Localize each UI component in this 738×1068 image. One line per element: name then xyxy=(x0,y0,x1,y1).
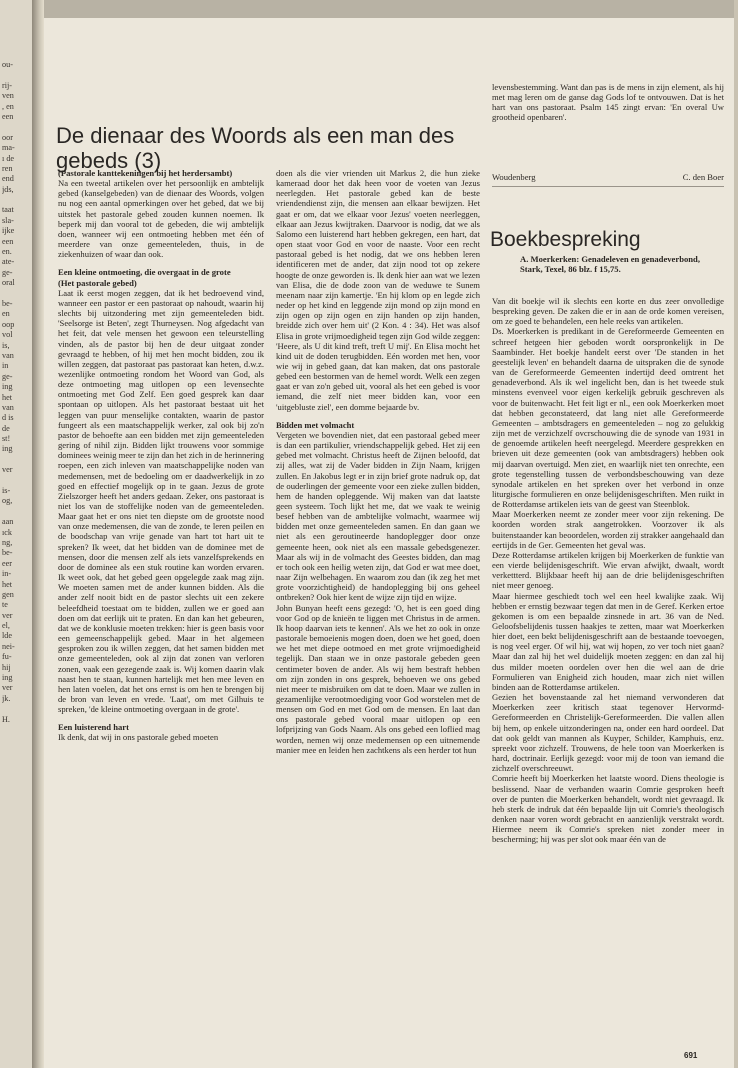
previous-page-fragment: het xyxy=(2,579,13,589)
previous-page-fragment: jk. xyxy=(2,693,11,703)
previous-page-fragment: ing xyxy=(2,382,13,392)
magazine-page xyxy=(44,18,736,1068)
article-conclusion: levensbestemming. Want dan pas is de mens in zijn element, als hij met mag leren om de ganse dag Gods lof te ontvouwen. Dat is het hart van ons pastoraat. Psalm 145 zingt ervan: 'En overal Uw grootheid openbaren'. xyxy=(492,82,724,123)
previous-page-fragment: vol xyxy=(2,330,13,340)
previous-page-fragment: ver xyxy=(2,465,13,475)
previous-page-fragment: is, xyxy=(2,340,10,350)
paragraph: Na een tweetal artikelen over het persoonlijk en ambtelijk gebed (kanselgebeden) van de dienaar des Woords, volgen nu nog een aantal opmerkingen over het gebed, dat we bij uitstek het pastorale gebed zouden kunnen noemen. Ik beperk mij dan vooral tot de gebeden, die wij ambtelijk doen, wanneer wij een ontmoeting hebben met één of meerdere van onze gemeenteleden, thuis, in de ziekenhuizen of waar dan ook. xyxy=(58,178,264,260)
previous-page-fragment: ge- xyxy=(2,371,13,381)
previous-page-fragment: een xyxy=(2,111,14,121)
previous-page-fragment xyxy=(2,122,32,132)
previous-page-fragment: gen xyxy=(2,589,14,599)
previous-page-fragment: in xyxy=(2,361,9,371)
previous-page-strip xyxy=(0,0,32,1068)
previous-page-fragment: ı de xyxy=(2,153,15,163)
previous-page-fragment: oral xyxy=(2,278,15,288)
previous-page-fragment: jds, xyxy=(2,184,14,194)
review-paragraph: Ds. Moerkerken is predikant in de Gereformeerde Gemeenten en schreef hetgeen hier geboden wordt oorspronkelijk in De Saambinder. Het boekje handelt eerst over 'De standen in het geestelijk leven' en behandelt daarna de uitspraken die de synode van de Gereformeerde Gemeenten indertijd deed omtrent het genadeverbond. Als ik wel ingelicht ben, dan is het tweede stuk minstens evenveel voor eigen kerkelijk gebruik geschreven als voor de buitenwacht. Het feit ligt er nl., een ook Moerkerken moet dat hebben geconstateerd, dat lang niet alle Gereformeerde Gemeenten – ambtsdragers en gemeenteleden – nog zo gelukkig zijn met de verzichzelf ovcrschouwing die de synode van 1931 in de genoemde artikelen heeft neergelegd. Meerdere gesprekken en brieven uit deze gemeenten (ook van ambtsdragers) hebben ook mij daarvan overtuigd. Men ziet, en waarlijk niet ten onrechte, een grote tegenstelling tussen de verbondsbeschouwing van deze synodale artikelen en het spreken over het verbond in onze liturgische formulieren en onze belijdenisgeschriften. Men ruikt in de Rotterdamse artikelen iets van de geest van Steenblok. xyxy=(492,326,724,510)
review-paragraph: Deze Rotterdamse artikelen krijgen bij Moerkerken de funktie van een vierde belijdenisgeschrift. Wie ervan afwijkt, dwaalt, wordt verkettterd. Blijkbaar heeft hij aan de drie belijdenisgeschriften niet meer genoeg. xyxy=(492,549,724,591)
article-column-2 xyxy=(276,168,480,755)
book-gutter xyxy=(32,0,44,1068)
previous-page-fragment: H. xyxy=(2,714,10,724)
previous-page-fragment: ng, xyxy=(2,537,13,547)
previous-page-fragment: hij xyxy=(2,662,11,672)
article-column-3-top xyxy=(492,82,724,123)
review-paragraph: Comrie heeft bij Moerkerken het laatste woord. Diens theologie is beslissend. Naar de verbanden waarin Comrie gesproken heeft over de punten die Moerkerken behandelt, wordt niet gevraagd. Ik heb sterk de indruk dat één bepaalde lijn uit Comrie's theologisch denken naar voren wordt gebracht en aanzienlijk verstrakt wordt. Hiermee neem ik Comrie's spreken niet zonder meer in bescherming; hij was per slot ook maar één van de xyxy=(492,773,724,845)
previous-page-fragment: sla- xyxy=(2,215,14,225)
paragraph: Ik denk, dat wij in ons pastorale gebed moeten xyxy=(58,732,219,743)
review-paragraph: Gezien het bovenstaande zal het niemand verwonderen dat Moerkerken zeer kritisch staat tegenover Hervormd-Gereformeerden en Christelijk-Gereformeerden. Die vallen allen bij hem, op enkele uitzonderingen na, onder een hard oordeel. Dat dat ook geldt van mannen als Kuyper, Schilder, Kamphuis, enz. spreekt voor zichzelf. Trouwens, de hele toon van Moerkerken is hard, doctrinair. Eerlijk gezegd: voor mij de toon van iemand die zichzelf overschreeuwt. xyxy=(492,692,724,774)
previous-page-fragment: een xyxy=(2,236,14,246)
signature-name: C. den Boer xyxy=(682,172,724,182)
previous-page-fragment: de xyxy=(2,423,10,433)
review-paragraph: Van dit boekje wil ik slechts een korte en dus zeer onvolledige bespreking geven. De zaken die er in aan de orde komen vereisen, om ze goed te behandelen, een hele reeks van artikelen. xyxy=(492,296,724,327)
previous-page-fragment xyxy=(2,455,32,465)
section-heading: Een luisterend hart xyxy=(58,722,129,733)
previous-page-fragment: aan xyxy=(2,517,14,527)
previous-page-fragment: d is xyxy=(2,413,14,423)
previous-page-fragment: taat xyxy=(2,205,14,215)
previous-page-fragment: rij- xyxy=(2,80,13,90)
previous-page-fragment: be- xyxy=(2,298,13,308)
article-column-1 xyxy=(58,168,264,743)
previous-page-fragment: van xyxy=(2,350,14,360)
previous-page-fragment: nei- xyxy=(2,641,15,651)
previous-page-fragment: lde xyxy=(2,631,13,641)
section-subheading: (Het pastorale gebed) xyxy=(58,277,137,288)
previous-page-fragment: ate- xyxy=(2,257,15,267)
previous-page-fragment xyxy=(2,289,32,299)
section-heading: Een kleine ontmoeting, die overgaat in de grote xyxy=(58,267,231,278)
review-paragraph: Maar hiermee geschiedt toch wel een heel kwalijke zaak. Wij hebben er ernstig bezwaar tegen dat men in de Geref. Kerken ertoe gekomen is om een bepaalde zinsnede in art. 36 van de Ned. Geloofsbelijdenis tussen haakjes te zetten, maar wat Moerkerken hier doet, een bekt belijdenisgeschrift aan de bestaande toevoegen, is nog veel erger. Of wil hij, wat wij hopen, zo ver toch niet gaan? Maar dan zal hij het wel duidelijk moeten zeggen: en dan zal hij dus milder moeten oordelen over hen die wel aan de drie Formulieren van Enigheid zich houden, maar zich niet willen binden aan de Rotterdamse artikelen. xyxy=(492,590,724,692)
previous-page-fragment: in- xyxy=(2,569,12,579)
previous-page-fragment: ma- xyxy=(2,143,15,153)
article-title: De dienaar des Woords als een man des gebeds (3) xyxy=(56,122,455,173)
signature-place: Woudenberg xyxy=(492,172,536,182)
review-heading: Boekbespreking xyxy=(490,228,641,251)
previous-page-fragment: oor xyxy=(2,132,13,142)
previous-page-fragment: ge- xyxy=(2,267,13,277)
previous-page-fragment: te xyxy=(2,600,8,610)
previous-page-fragment: en xyxy=(2,309,10,319)
signature-rule xyxy=(492,186,724,187)
previous-page-fragment: het xyxy=(2,392,13,402)
previous-page-fragment xyxy=(2,704,32,714)
review-paragraph: Maar Moerkerken neemt ze zonder meer voor zijn rekening. De koorden worden strak aangetrokken. Voorzover ik als buitenstaander kan beoordelen, worden zij strakker aangehaald dan eertijds in de Ger. Gemeenten het geval was. xyxy=(492,509,724,550)
previous-page-fragment: st! xyxy=(2,434,11,444)
previous-page-fragment: el, xyxy=(2,621,10,631)
section-subheading: (Pastorale kanttekeningen bij het herdersambt) xyxy=(58,168,233,178)
previous-page-fragment: ijke xyxy=(2,226,15,236)
previous-page-fragment xyxy=(2,476,32,486)
previous-page-fragment: ver xyxy=(2,683,13,693)
previous-page-fragment: end xyxy=(2,174,14,184)
previous-page-fragment: og, xyxy=(2,496,13,506)
previous-page-fragment: , en xyxy=(2,101,14,111)
previous-page-fragment xyxy=(2,195,32,205)
paragraph: Laat ik eerst mogen zeggen, dat ik het bedroevend vind, wanneer een pastor er een pastoraat op nahoudt, waarin hij slechts bij uitzondering met zijn gemeenteleden bidt. 'Seelsorge ist Beten', zegt Thurneysen. Nog afgedacht van het feit, dat vele mensen het gewoon een teleurstelling vinden, als de pastor bij hen de deur uitgaat zonder gevraagd te hebben, of hij met hen mocht bidden, zou ik willen zeggen, dat pastoraat pas pastoraat kan heten, d.w.z. wezenlijke ontmoeting rondom het Woord van God, als deze ontmoeting mag uitlopen op een levensechte ontmoeting met God Zelf. Een goed gesprek kan daar spontaan op uitlopen. Als het pastoraat bestaat uit het leggen van puur menselijke contakten, waarin de pastor fungeert als een maatschappelijk werker, zal ook bij zo'n pastor de behoefte aan een bidden met zijn gemeenteleden gering of nihil zijn. Bidden lijkt trouwens voor sommige dominees weinig meer te zijn dan het zich in de herinnering roepen, een zich inleven van maatschappelijke noden van medemensen, met de bedoeling om er daadwerkelijk in zo goed en effectief mogelijk op in te gaan. Jezus de grote Zielszorger heeft het anders gedaan. Zeker, ons pastoraat is niet los van de stoffelijke noden van de gemeenteleden. Maar gaat het er ons niet ten diepste om de grootste nood van onze medemensen, die van de zonde, te leren peilen en de boodschap van vrije genade van hart tot hart uit te spreken? Ik weet, dat het bidden van de dominee met de mensen, door die mensen zelf als iets vanzelfsprekends en door de dominee als een stuk routine kan worden ervaren. Ik weet ook, dat het gebed geen opgelegde zaak mag zijn. We moeten samen met de ander kunnen bidden. Als die ander zelf nooit bidt en de pastor slechts uit een zekere beleefdheid toestaat om te bidden, zullen we er goed aan doen om dat eerlijk uit te praten. En dan kan het gebeuren, dat we de konklusie moeten trekken: hier is geen basis voor een gemeenschappelijk gebed. Maar in het algemeen gesproken zou ik willen zeggen, dat het samen bidden met onze gemeenteleden, ook al zijn dat zonen van verloren zonen, vaak een gezegende zaak is. Wij komen daarin vlak naast hen te staan, kunnen hartelijk met hen mee leven en hen laten voelen, dat het ons ernst is om hen te brengen bij de bron van leven en vrede. 'Laat', om met Gilhuis te spreken, 'de kleine ontmoeting overgaan in de grote'. xyxy=(58,287,264,715)
previous-page-fragment: van xyxy=(2,402,14,412)
previous-page-text xyxy=(2,60,32,725)
review-bibliography: A. Moerkerken: Genadeleven en genadeverbond, Stark, Texel, 86 blz. f 15,75. xyxy=(520,254,700,274)
previous-page-fragment: oop xyxy=(2,319,15,329)
previous-page-fragment: ver xyxy=(2,610,13,620)
previous-page-fragment: ou- xyxy=(2,60,13,69)
previous-page-fragment: ren xyxy=(2,163,13,173)
previous-page-fragment: ing xyxy=(2,444,13,454)
section-heading: Bidden met volmacht xyxy=(276,419,355,430)
previous-page-fragment: ven xyxy=(2,91,14,101)
previous-page-fragment xyxy=(2,507,32,517)
previous-page-fragment: ing xyxy=(2,673,13,683)
author-signature xyxy=(492,172,724,182)
page-number: 691 xyxy=(684,1051,698,1060)
previous-page-fragment: eer xyxy=(2,558,12,568)
previous-page-fragment: is- xyxy=(2,486,11,496)
previous-page-fragment: en. xyxy=(2,247,12,257)
paragraph: Vergeten we bovendien niet, dat een pastoraal gebed meer is dan een partikulier, vriendschappelijk gebed. Het zij een gebed met volmacht. Christus heeft de Zijnen beloofd, dat zij alles, wat zij de Vader bidden in Zijn Naam, krijgen zullen. En Jakobus legt er in zijn brief grote nadruk op, dat de ouderlingen der gemeente voor een zieke zullen bidden, hem de handen opleggende. Wij maken van dat laatste geen systeem. Toch lijkt het me, dat we vaak te weinig besef hebben van de ambtelijke volmacht, waarmee wij bidden met onze gemeenteleden samen. En dan gaan we niet als een geroutineerde handoplegger door onze gemeente heen, ook niet als een massale gebedsgenezer. Maar als wij in de volmacht des Geestes bidden, dan mag er toch ook een heilig weten zijn, dat God er wat mee doet, naar Zijn welbehagen. En waarom zou dan (ik zeg het met grote voorzichtigheid) de handoplegging bij ons geheel ontbreken? Ook hier kent de wijze zijn tijd en wijze. xyxy=(276,429,480,603)
previous-page-fragment xyxy=(2,70,32,80)
paragraph: doen als die vier vrienden uit Markus 2, die hun zieke kameraad door het dak heen voor de voeten van Jezus neerlegden. Het pastorale gebed kan de beste vriendendienst zijn, die mensen aan elkaar bewijzen. Het gaat er om, dat we elkaar voor Jezus' voeten neerleggen, elkaar aan Jezus kwijtraken. Daarvoor is nodig, dat we als Salomo een luisterend hart hebben gekregen, een hart, dat open staat voor God en voor de naaste. Voor een recht pastoraal gebed is het nodig, dat we ons hebben leren identificeren met de ander, dat zijn nood tot op zekere hoogte de onze geworden is. Ik denk hier aan wat we lezen van Elisa, die de dode zoon van de weduwe te Sunem meenam naar zijn kamertje. 'En hij klom op en legde zich neder op het kind en leggende zijn mond op zijn mond en zijn ogen op zijn ogen en zijn handen op zijn handen, breidde zich over hem uit' (2 Kon. 4 : 34). Het was alsof Elisa in grote vrijmoedigheid tegen zijn God wilde zeggen: 'Heere, als U dit kind treft, treft U mij'. En Elisa mocht het kind uit de doden terugbidden. Eén worden met hen, voor wie wij in gebed gaan, dat kan maken, dat ons pastorale gebed een bestormen van de hemel wordt. Welk een zegen gaat er van zo'n gebed uit, vooral als het een gebed is voor iemand, die zelf niet meer bidden kan, voor een 'uitgebluste ziel', een domme bejaarde bv. xyxy=(276,168,480,412)
previous-page-fragment: be- xyxy=(2,548,13,558)
previous-page-fragment: fu- xyxy=(2,652,12,662)
paragraph: John Bunyan heeft eens gezegd: 'O, het is een goed ding voor God op de knieën te liggen met Christus in de armen. Ik hoop daarvan iets te kennen'. Als we het zo ook in onze pastorale bemoeienis mogen doen, doen we het goed, doen we het met diepe ootmoed en met grote vrijmoedigheid tegelijk. Dan staan we in onze pastorale gebeden geen centimeter boven de ander. Als wij hem bestraft hebben om zijn zonden in ons gesprek, behoeven we ons gebed niet meer te misbruiken om dat te doen. Maar we zullen in gezamenlijke verootmoediging voor God worstelen met de mensen om God en met God om de mensen. En laat dan ons pastorale gebed vooral maar uitlopen op een lofprijzing van Gods Naam. Als ons gebed een loflied mag worden, nemen wij onze medemensen op een uitnemende manier mee en leiden hen zachtkens als een herder tot hun xyxy=(276,602,480,755)
previous-page-fragment: ıck xyxy=(2,527,13,537)
review-body xyxy=(492,296,724,844)
page-edge xyxy=(734,0,738,1068)
